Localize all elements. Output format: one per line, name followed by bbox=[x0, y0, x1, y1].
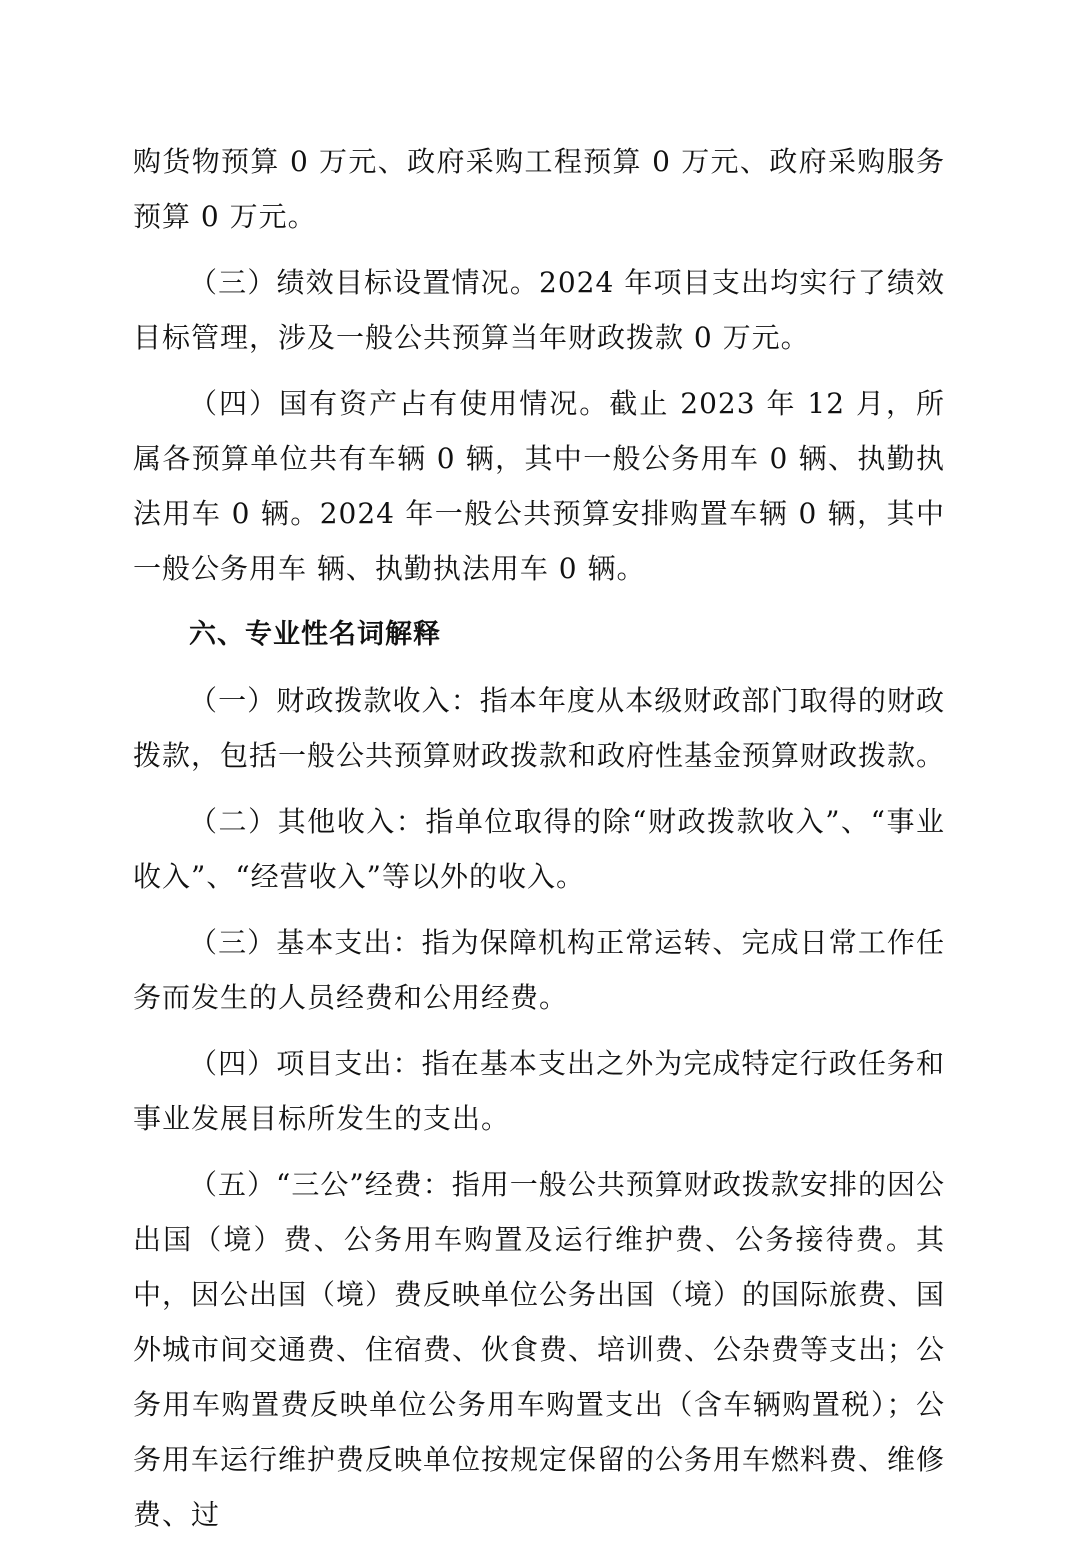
section-heading-terminology: 六、专业性名词解释 bbox=[189, 619, 441, 650]
paragraph-term-other-income: （二）其他收入：指单位取得的除“财政拨款收入”、“事业收入”、“经营收入”等以外的收入。 bbox=[133, 805, 945, 893]
paragraph-performance-targets: （三）绩效目标设置情况。2024 年项目支出均实行了绩效目标管理，涉及一般公共预算当年财政拨款 0 万元。 bbox=[133, 266, 945, 354]
paragraph-term-basic-expenditure: （三）基本支出：指为保障机构正常运转、完成日常工作任务而发生的人员经费和公用经费。 bbox=[133, 926, 945, 1014]
document-body bbox=[133, 134, 945, 1553]
paragraph-term-fiscal-appropriation: （一）财政拨款收入：指本年度从本级财政部门取得的财政拨款，包括一般公共预算财政拨款和政府性基金预算财政拨款。 bbox=[133, 684, 946, 772]
paragraph-procurement-budget: 购货物预算 0 万元、政府采购工程预算 0 万元、政府采购服务预算 0 万元。 bbox=[133, 145, 945, 233]
paragraph-term-project-expenditure: （四）项目支出：指在基本支出之外为完成特定行政任务和事业发展目标所发生的支出。 bbox=[133, 1047, 945, 1135]
paragraph-state-assets: （四）国有资产占有使用情况。截止 2023 年 12 月，所属各预算单位共有车辆 0 辆，其中一般公务用车 0 辆、执勤执法用车 0 辆。2024 年一般公共预算安排购置车辆 0 辆，其中一般公务用车 辆、执勤执法用车 0 辆。 bbox=[133, 387, 945, 585]
paragraph-term-three-public-expenses: （五）“三公”经费：指用一般公共预算财政拨款安排的因公出国（境）费、公务用车购置及运行维护费、公务接待费。其中，因公出国（境）费反映单位公务出国（境）的国际旅费、国外城市间交通费、住宿费、伙食费、培训费、公杂费等支出；公务用车购置费反映单位公务用车购置支出（含车辆购置税）；公务用车运行维护费反映单位按规定保留的公务用车燃料费、维修费、过 bbox=[133, 1168, 946, 1531]
